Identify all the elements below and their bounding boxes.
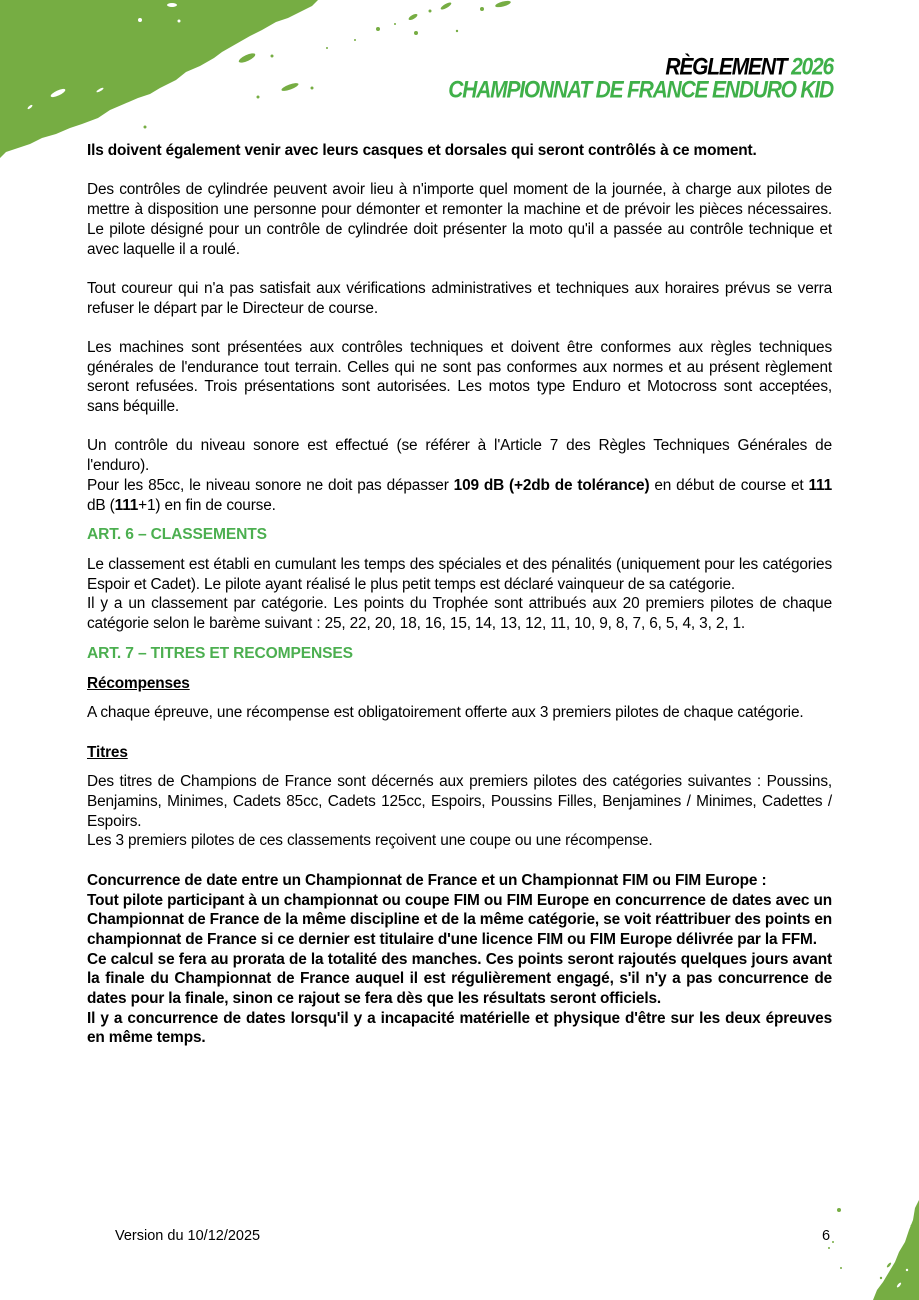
titres-subheading: Titres <box>87 743 128 761</box>
title-reglement: RÈGLEMENT <box>665 53 787 81</box>
machines-paragraph: Les machines sont présentées aux contrôles techniques et doivent être conformes aux règles techniques générales de l'endurance tout terrain. Celles qui ne sont pas conformes aux normes et au présent règlement seront refusées. Trois présentations sont autorisées. Les motos type Enduro et Motocross sont acceptées, sans béquille. <box>87 338 832 416</box>
document-body <box>87 141 832 1048</box>
intro-bold-paragraph: Ils doivent également venir avec leurs casques et dorsales qui seront contrôlés à ce moment. <box>87 142 757 159</box>
art6-heading: ART. 6 – CLASSEMENTS <box>87 526 267 544</box>
concurrence-title: Concurrence de date entre un Championnat de France et un Championnat FIM ou FIM Europe : <box>87 871 767 889</box>
coupe-paragraph: Les 3 premiers pilotes de ces classements reçoivent une coupe ou une récompense. <box>87 832 653 850</box>
concurrence-paragraph-1: Tout pilote participant à un championnat ou coupe FIM ou FIM Europe en concurrence de dates avec un Championnat de France de la même discipline et de la même catégorie, se voit réattribuer des points en championnat de France si ce dernier est titulaire d'une licence FIM ou FIM Europe délivrée par la FFM. <box>87 891 832 948</box>
refus-depart-paragraph: Tout coureur qui n'a pas satisfait aux vérifications administratives et techniques aux horaires prévus se verra refuser le départ par le Directeur de course. <box>87 279 832 317</box>
art6-paragraph-2: Il y a un classement par catégorie. Les points du Trophée sont attribués aux 20 premiers pilotes de chaque catégorie selon le barème suivant : 25, 22, 20, 18, 16, 15, 14, 13, 12, 11, 10, 9, 8, 7, 6, 5, 4, 3, 2, 1. <box>87 595 832 633</box>
sonore-85cc-paragraph: Pour les 85cc, le niveau sonore ne doit pas dépasser 109 dB (+2db de tolérance) en début de course et 111 dB (111+1) en fin de course. <box>87 476 832 514</box>
concurrence-paragraph-3: Il y a concurrence de dates lorsqu'il y a incapacité matérielle et physique d'être sur les deux épreuves en même temps. <box>87 1009 832 1047</box>
paint-splash-decoration <box>0 0 520 160</box>
titres-paragraph: Des titres de Champions de France sont décernés aux premiers pilotes des catégories suivantes : Poussins, Benjamins, Minimes, Cadets 85cc, Cadets 125cc, Espoirs, Poussins Filles, Benjamines / Minimes, Cadettes / Espoirs. <box>87 773 832 830</box>
footer-version: Version du 10/12/2025 <box>115 1228 261 1244</box>
art7-heading: ART. 7 – TITRES ET RECOMPENSES <box>87 644 353 662</box>
title-year: 2026 <box>791 53 833 81</box>
title-championship: CHAMPIONNAT DE FRANCE ENDURO KID <box>448 76 833 104</box>
recompenses-paragraph: A chaque épreuve, une récompense est obligatoirement offerte aux 3 premiers pilotes de chaque catégorie. <box>87 704 804 722</box>
cylindree-paragraph: Des contrôles de cylindrée peuvent avoir lieu à n'importe quel moment de la journée, à charge aux pilotes de mettre à disposition une personne pour démonter et remonter la machine et de prévoir les pièces nécessaires. Le pilote désigné pour un contrôle de cylindrée doit présenter la moto qu'il a passée au contrôle technique et avec laquelle il a roulé. <box>87 181 832 258</box>
document-header-title <box>448 53 833 104</box>
sonore-paragraph: Un contrôle du niveau sonore est effectué (se référer à l'Article 7 des Règles Techniques Générales de l'enduro). <box>87 437 832 475</box>
footer-page-number: 6 <box>822 1228 831 1244</box>
recompenses-subheading: Récompenses <box>87 674 190 692</box>
paint-splash-decoration-bottom <box>819 1190 919 1300</box>
art6-paragraph-1: Le classement est établi en cumulant les temps des spéciales et des pénalités (uniquement pour les catégories Espoir et Cadet). Le pilote ayant réalisé le plus petit temps est déclaré vainqueur de sa catégorie. <box>87 556 832 593</box>
concurrence-paragraph-2: Ce calcul se fera au prorata de la totalité des manches. Ces points seront rajoutés quelques jours avant la finale du Championnat de France auquel il est régulièrement engagé, s'il n'y a pas concurrence de dates pour la finale, sinon ce rajout se fera dès que les résultats seront officiels. <box>87 950 832 1008</box>
